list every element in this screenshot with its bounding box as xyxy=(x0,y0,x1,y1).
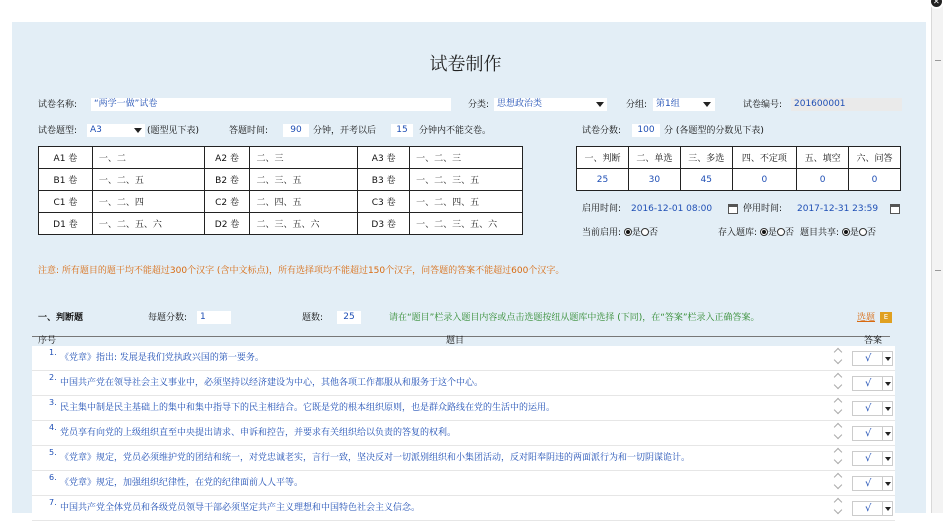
question-number: 2. xyxy=(49,373,57,382)
stop-time-input[interactable]: 2017-12-31 23:59 xyxy=(797,204,879,214)
answer-select[interactable]: √ xyxy=(852,451,886,466)
current-enable-yes-radio[interactable] xyxy=(624,228,632,236)
paper-type-sections-cell: 二、三、五 xyxy=(250,169,358,191)
chevron-down-icon[interactable] xyxy=(882,426,893,441)
paper-score-note: 分 (各题型的分数见下表) xyxy=(664,126,764,136)
reorder-arrows-icon[interactable] xyxy=(834,372,844,392)
paper-type-name-cell: C3 卷 xyxy=(358,191,410,213)
score-value-cell: 30 xyxy=(628,169,680,191)
chevron-down-icon xyxy=(703,102,711,107)
paper-type-name-cell: D3 卷 xyxy=(358,213,410,235)
reorder-arrows-icon[interactable] xyxy=(834,347,844,367)
paper-type-name-cell: C2 卷 xyxy=(204,191,250,213)
chevron-down-icon[interactable] xyxy=(882,401,893,416)
count-input[interactable]: 25 xyxy=(337,311,361,324)
question-number: 6. xyxy=(49,473,57,482)
question-number: 4. xyxy=(49,423,57,432)
question-text-input[interactable]: 党员享有向党的上级组织直至中央提出请求、申诉和控告，并要求有关组织给以负责的答复的权利。 xyxy=(60,428,457,438)
store-bank-no-radio[interactable] xyxy=(777,228,785,236)
category-label: 分类: xyxy=(468,100,490,110)
share-group xyxy=(800,227,876,240)
page-title: 试卷制作 xyxy=(429,54,502,75)
question-number: 3. xyxy=(49,398,57,407)
question-row xyxy=(32,371,895,396)
answer-time-input[interactable]: 90 xyxy=(283,124,309,137)
select-question-icon[interactable]: E xyxy=(880,312,892,323)
question-text-input[interactable]: 《党章》规定，党员必须维护党的团结和统一，对党忠诚老实，言行一致，坚决反对一切派别组织和小集团活动，反对阳奉阴违的两面派行为和一切阴谋诡计。 xyxy=(60,453,691,463)
answer-select[interactable]: √ xyxy=(852,426,886,441)
paper-name-label: 试卷名称: xyxy=(38,100,78,110)
paper-score-label: 试卷分数: xyxy=(582,126,622,136)
calendar-icon[interactable] xyxy=(890,204,900,214)
paper-type-sections-cell: 二、四、五 xyxy=(250,191,358,213)
store-bank-group xyxy=(718,227,794,240)
scrollbar-mark xyxy=(935,270,941,271)
score-value-cell: 45 xyxy=(680,169,732,191)
scrollbar-mark xyxy=(935,60,941,61)
col-number-header: 序号 xyxy=(38,336,57,346)
score-value-cell: 0 xyxy=(849,169,901,191)
section-hint: 请在“题目”栏录入题目内容或点击选题按纽从题库中选择 (下同)，在“答案”栏录入正确答案。 xyxy=(389,313,760,323)
question-list xyxy=(32,346,895,521)
score-header-cell: 四、不定项 xyxy=(732,147,797,169)
question-row xyxy=(32,471,895,496)
question-number: 1. xyxy=(49,348,57,357)
paper-type-sections-cell: 一、二 xyxy=(92,147,204,169)
yes-label: 是 xyxy=(767,228,777,238)
answer-select[interactable]: √ xyxy=(852,476,886,491)
per-score-label: 每题分数: xyxy=(148,313,188,323)
calendar-icon[interactable] xyxy=(728,204,738,214)
yes-label: 是 xyxy=(849,228,859,238)
category-select[interactable] xyxy=(494,98,607,111)
paper-type-row xyxy=(39,169,523,191)
paper-type-name-cell: A2 卷 xyxy=(204,147,250,169)
question-number: 5. xyxy=(49,448,57,457)
count-label: 题数: xyxy=(302,313,324,323)
chevron-down-icon[interactable] xyxy=(882,351,893,366)
score-value-cell: 0 xyxy=(797,169,849,191)
paper-types-table xyxy=(38,146,523,235)
question-score-table xyxy=(576,146,901,191)
share-label: 题目共享: xyxy=(800,228,840,238)
chevron-down-icon[interactable] xyxy=(882,476,893,491)
question-text-input[interactable]: 中国共产党在领导社会主义事业中，必须坚持以经济建设为中心，其他各项工作都服从和服务于这个中心。 xyxy=(60,378,484,388)
paper-type-row xyxy=(39,147,523,169)
group-value: 第1组 xyxy=(656,99,680,109)
answer-select[interactable]: √ xyxy=(852,401,886,416)
chevron-down-icon xyxy=(134,128,142,133)
paper-code-field: 201600001 xyxy=(791,98,902,111)
paper-type-name-cell: C1 卷 xyxy=(39,191,93,213)
answer-select[interactable]: √ xyxy=(852,501,886,516)
paper-type-name-cell: B1 卷 xyxy=(39,169,93,191)
stop-time-label: 停用时间: xyxy=(743,204,783,214)
current-enable-no-radio[interactable] xyxy=(641,228,649,236)
paper-type-name-cell: D1 卷 xyxy=(39,213,93,235)
question-row xyxy=(32,346,895,371)
notice-text: 注意: 所有题目的题干均不能超过300个汉字 (含中文标点)，所有选择项均不能超过150个汉字，问答题的答案不能超过600个汉字。 xyxy=(38,266,565,276)
category-value: 思想政治类 xyxy=(497,99,543,109)
no-label: 否 xyxy=(648,228,658,238)
question-text-input[interactable]: 中国共产党全体党员和各级党员领导干部必须坚定共产主义理想和中国特色社会主义信念。 xyxy=(60,503,421,513)
chevron-down-icon[interactable] xyxy=(882,501,893,516)
paper-type-value: A3 xyxy=(90,125,102,135)
score-header-cell: 五、填空 xyxy=(797,147,849,169)
question-text-input[interactable]: 《党章》规定，加强组织纪律性，在党的纪律面前人人平等。 xyxy=(60,478,304,488)
yes-label: 是 xyxy=(631,228,641,238)
paper-score-input[interactable]: 100 xyxy=(632,124,660,137)
paper-type-name-cell: D2 卷 xyxy=(204,213,250,235)
question-row xyxy=(32,496,895,521)
question-text-input[interactable]: 民主集中制是民主基础上的集中和集中指导下的民主相结合。它既是党的根本组织原则，也是群众路线在党的生活中的运用。 xyxy=(60,403,556,413)
paper-type-sections-cell: 一、二、四 xyxy=(92,191,204,213)
per-score-input[interactable]: 1 xyxy=(197,311,231,324)
paper-name-input[interactable]: “两学一做”试卷 xyxy=(91,98,451,111)
question-row xyxy=(32,396,895,421)
chevron-down-icon[interactable] xyxy=(882,451,893,466)
group-label: 分组: xyxy=(626,100,648,110)
question-row xyxy=(32,446,895,471)
no-label: 否 xyxy=(866,228,876,238)
score-header-cell: 一、判断 xyxy=(577,147,629,169)
col-question-header: 题目 xyxy=(446,336,465,346)
paper-type-sections-cell: 二、三 xyxy=(250,147,358,169)
no-label: 否 xyxy=(784,228,794,238)
paper-type-sections-cell: 一、二、五、六 xyxy=(92,213,204,235)
paper-code-label: 试卷编号: xyxy=(743,100,783,110)
reorder-arrows-icon[interactable] xyxy=(834,397,844,417)
select-question-link[interactable]: 选题 xyxy=(857,313,876,323)
share-no-radio[interactable] xyxy=(859,228,867,236)
store-bank-yes-radio[interactable] xyxy=(760,228,768,236)
paper-type-sections-cell: 一、二、五 xyxy=(92,169,204,191)
chevron-down-icon xyxy=(596,102,604,107)
paper-type-label: 试卷题型: xyxy=(38,126,78,136)
question-text-input[interactable]: 《党章》指出: 发展是我们党执政兴国的第一要务。 xyxy=(60,353,264,363)
paper-type-sections-cell: 一、二、三、五 xyxy=(410,169,523,191)
score-value-cell: 0 xyxy=(732,169,797,191)
start-time-label: 启用时间: xyxy=(582,204,622,214)
paper-type-name-cell: A1 卷 xyxy=(39,147,93,169)
paper-type-name-cell: A3 卷 xyxy=(358,147,410,169)
vertical-scrollbar[interactable] xyxy=(931,0,943,513)
answer-select[interactable]: √ xyxy=(852,376,886,391)
paper-type-sections-cell: 一、二、三 xyxy=(410,147,523,169)
paper-type-sections-cell: 二、三、五、六 xyxy=(250,213,358,235)
paper-type-name-cell: B3 卷 xyxy=(358,169,410,191)
share-yes-radio[interactable] xyxy=(842,228,850,236)
paper-type-row xyxy=(39,213,523,235)
answer-time-unit: 分钟，开考以后 xyxy=(313,126,377,136)
reorder-arrows-icon[interactable] xyxy=(834,422,844,442)
paper-type-sections-cell: 一、二、四、五 xyxy=(410,191,523,213)
score-value-cell: 25 xyxy=(577,169,629,191)
answer-time-label: 答题时间: xyxy=(229,126,269,136)
paper-type-note: (题型见下表) xyxy=(147,126,200,136)
answer-select[interactable]: √ xyxy=(852,351,886,366)
store-bank-label: 存入题库: xyxy=(718,228,758,238)
paper-type-name-cell: B2 卷 xyxy=(204,169,250,191)
col-answer-header: 答案 xyxy=(864,336,883,346)
question-row xyxy=(32,421,895,446)
reorder-arrows-icon[interactable] xyxy=(834,472,844,492)
no-submit-note: 分钟内不能交卷。 xyxy=(419,126,492,136)
reorder-arrows-icon[interactable] xyxy=(834,497,844,517)
current-enable-group xyxy=(582,227,658,240)
score-header-cell: 六、问答 xyxy=(849,147,901,169)
current-enable-label: 当前启用: xyxy=(582,228,622,238)
score-header-cell: 二、单选 xyxy=(628,147,680,169)
question-number: 7. xyxy=(49,498,57,507)
no-submit-minutes-input[interactable]: 15 xyxy=(391,124,413,137)
paper-type-sections-cell: 一、二、三、五、六 xyxy=(410,213,523,235)
section-title: 一、判断题 xyxy=(38,313,84,323)
paper-type-row xyxy=(39,191,523,213)
reorder-arrows-icon[interactable] xyxy=(834,447,844,467)
chevron-down-icon[interactable] xyxy=(882,376,893,391)
score-header-cell: 三、多选 xyxy=(680,147,732,169)
start-time-input[interactable]: 2016-12-01 08:00 xyxy=(631,204,713,214)
